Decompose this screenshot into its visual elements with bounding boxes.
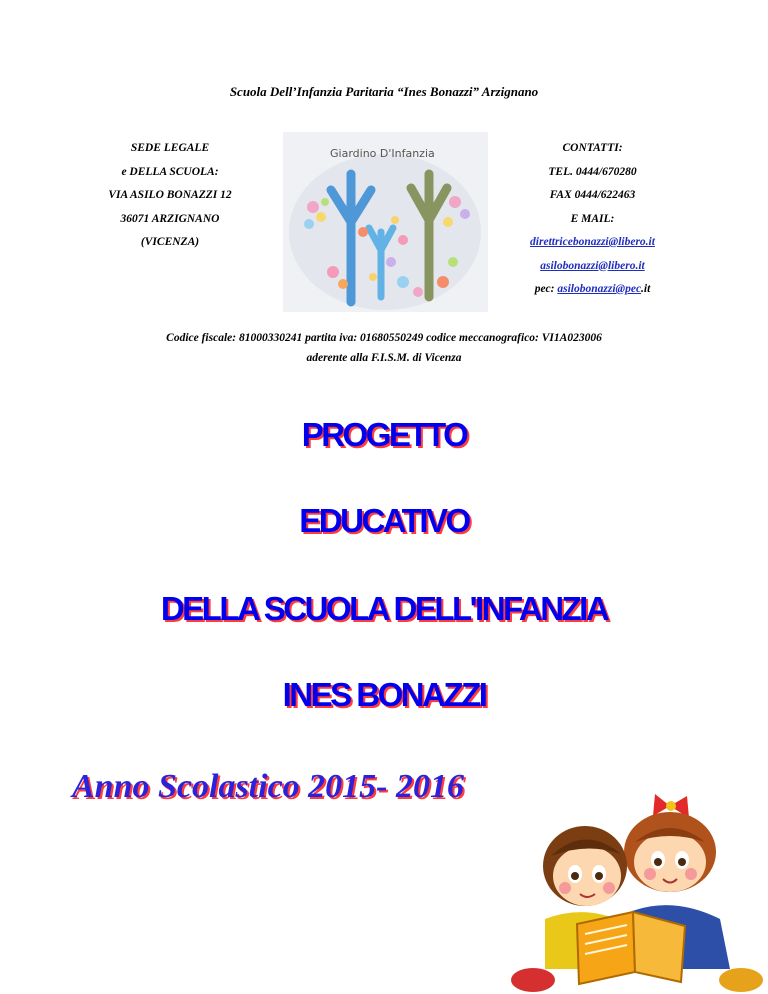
email-link-asilo[interactable]: asilobonazzi@libero.it [540,259,645,272]
sede-line-1: SEDE LEGALE [130,142,210,154]
sede-line-3: VIA ASILO BONAZZI 12 [108,189,232,201]
tel-line: TEL. 0444/670280 [548,165,637,178]
sede-line-5: (VICENZA) [140,236,200,248]
fiscal-codes [0,328,768,368]
pec-line [500,278,685,302]
pec-link[interactable]: asilobonazzi@pec [557,283,642,295]
contatti-title: CONTATTI: [562,142,623,154]
title-line-3: DELLA SCUOLA DELL'INFANZIA [160,590,608,627]
pec-suffix: .it [641,283,651,295]
school-year: Anno Scolastico 2015- 2016 [72,768,464,805]
codes-line-1: Codice fiscale: 81000330241 partita iva: 01680550249 codice meccanografico: VI1A023006 [166,332,602,344]
sede-line-2: e DELLA SCUOLA: [121,165,219,178]
school-header: Scuola Dell’Infanzia Paritaria “Ines Bonazzi” Arzignano [229,84,539,99]
sede-legale-block [90,137,250,255]
email-label: E MAIL: [570,212,615,225]
logo-text: Giardino D'Infanzia [330,147,435,160]
title-line-1: PROGETTO [301,416,467,453]
email-link-direttrice[interactable]: direttricebonazzi@libero.it [530,236,655,248]
contatti-block [500,137,685,302]
title-line-2: EDUCATIVO [299,502,469,539]
children-reading-book-icon [505,794,767,993]
pec-prefix: pec: [534,283,558,295]
codes-line-2: aderente alla F.I.S.M. di Vicenza [306,352,462,364]
fax-line: FAX 0444/622463 [549,189,636,201]
sede-line-4: 36071 ARZIGNANO [120,212,220,225]
tree-logo-icon [283,132,488,312]
title-line-4: INES BONAZZI [282,676,486,713]
